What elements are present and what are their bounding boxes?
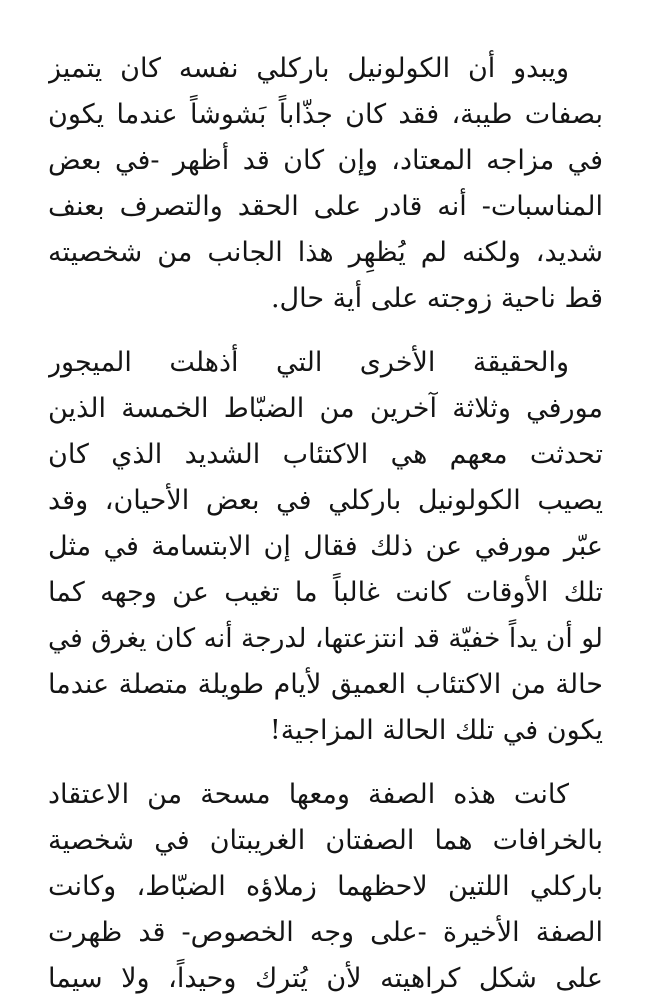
text-line: باركلي اللتين لاحظهما زملاؤه الضبّاط، وكانت [48,871,603,902]
paragraph-2 [48,340,603,754]
text-line: تلك الأوقات كانت غالباً ما تغيب عن وجهه كما [48,577,603,608]
text-line: ويبدو أن الكولونيل باركلي نفسه كان يتميز [48,53,569,84]
text-line: تحدثت معهم هي الاكتئاب الشديد الذي كان [48,439,603,470]
text-line: في مزاجه المعتاد، وإن كان قد أظهر -في بعض [48,145,603,176]
text-line: والحقيقة الأخرى التي أذهلت الميجور [48,347,569,378]
text-line: قط ناحية زوجته على أية حال. [270,283,603,314]
text-line: على شكل كراهيته لأن يُترك وحيداً، ولا سيما [48,963,603,994]
text-line: لو أن يداً خفيّة قد انتزعتها، لدرجة أنه كان يغرق في [48,623,603,654]
text-line: حالة من الاكتئاب العميق لأيام طويلة متصلة عندما [48,669,603,700]
text-line: يكون في تلك الحالة المزاجية! [269,715,603,746]
text-line: الصفة الأخيرة -على وجه الخصوص- قد ظهرت [48,917,603,948]
text-line: مورفي وثلاثة آخرين من الضبّاط الخمسة الذين [48,393,603,424]
text-line: يصيب الكولونيل باركلي في بعض الأحيان، وقد [48,485,603,516]
text-line: المناسبات- أنه قادر على الحقد والتصرف بعنف [48,191,603,222]
text-line: شديد، ولكنه لم يُظهِر هذا الجانب من شخصيته [48,237,603,268]
paragraph-1 [48,46,603,322]
text-line: كانت هذه الصفة ومعها مسحة من الاعتقاد [48,779,569,810]
text-line: عبّر مورفي عن ذلك فقال إن الابتسامة في مثل [48,531,603,562]
text-line: بصفات طيبة، فقد كان جذّاباً بَشوشاً عندما يكون [48,99,603,130]
paragraph-3 [48,772,603,1000]
text-line: بالخرافات هما الصفتان الغريبتان في شخصية [48,825,603,856]
